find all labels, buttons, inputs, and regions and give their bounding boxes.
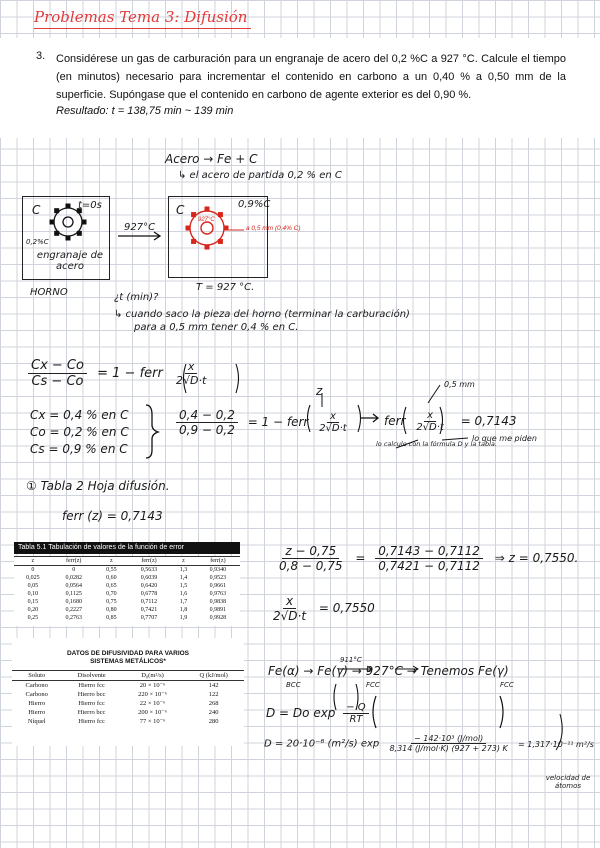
erf-cell: 0,80 xyxy=(106,607,117,613)
box2-inner-temp: 927°C xyxy=(198,217,215,223)
diff-cell: 220 × 10⁻⁶ xyxy=(138,691,167,698)
diff-cell: 268 xyxy=(208,700,219,707)
ferr-z-equation: ferr (z) = 0,7143 xyxy=(62,509,163,523)
erf-cell: 0,10 xyxy=(27,591,39,597)
sub-den: 0,9 − 0,2 xyxy=(179,423,235,437)
diff-cell: Carbono xyxy=(25,691,48,698)
erf-cell: 0,9928 xyxy=(209,615,227,621)
xsqrt-num: x xyxy=(283,594,296,609)
erf-cell: 0,6420 xyxy=(140,583,158,589)
main-lhs-den: Cs − Co xyxy=(31,374,84,389)
concentration-list xyxy=(30,407,129,458)
main-rhs: = 1 − ferr xyxy=(97,366,163,381)
erf-cell: 0,60 xyxy=(106,575,117,581)
d-calc-den: 8,314 (J/mol·K) (927 + 273) K xyxy=(389,744,508,753)
erf-cell: 0,2763 xyxy=(65,615,82,621)
diff-cell: 280 xyxy=(208,718,219,725)
erf-cell: 0 xyxy=(72,567,76,573)
main-sqrt: 2√D·t xyxy=(175,374,207,387)
diff-table-row xyxy=(12,699,244,708)
erf-table-row xyxy=(14,614,240,622)
d-calc-result: = 1,317·10⁻¹¹ m²/s xyxy=(517,739,594,749)
erf-cell: 0,55 xyxy=(106,567,117,573)
box2-percent-label: 0,9%C xyxy=(238,199,271,210)
erf-cell: 0,5633 xyxy=(140,567,158,573)
diff-cell: 200 × 10⁻⁶ xyxy=(138,709,167,716)
interp-lhs-den: 0,8 − 0,75 xyxy=(279,559,343,573)
erf-cell: 0,1680 xyxy=(65,599,82,605)
answer-line-1: ↳ cuando saco la pieza del horno (terminar la carburación) xyxy=(114,309,410,320)
erf-table-row xyxy=(14,590,240,598)
erf-table xyxy=(14,556,240,626)
problem-number: 3. xyxy=(36,50,46,62)
cx-value: Cx = 0,4 % en C xyxy=(30,408,129,422)
velocity-note: velocidad de átomos xyxy=(545,774,591,790)
box1-caption: engranaje de acero xyxy=(36,250,104,272)
fcc-label-1: FCC xyxy=(366,681,380,689)
erf-header-cell: ferr(z) xyxy=(52,557,96,566)
cs-value: Cs = 0,9 % en C xyxy=(30,442,128,456)
diff-header-cell: Disolvente xyxy=(61,671,121,681)
erf-cell: 1,6 xyxy=(179,591,188,597)
erf-cell: 0,05 xyxy=(27,583,39,589)
diff-cell: Hierro bcc xyxy=(77,691,106,698)
erf-cell: 0,75 xyxy=(106,599,117,605)
erf-cell: 1,4 xyxy=(179,575,188,581)
acero-composition-line: Acero → Fe + C xyxy=(165,152,258,166)
erf-cell: 1,9 xyxy=(179,615,188,621)
answer-line-2: para a 0,5 mm tener 0,4 % en C. xyxy=(134,322,299,333)
erf-cell: 0,2227 xyxy=(65,607,82,613)
box1-percent-label: 0,2%C xyxy=(26,238,49,246)
diff-cell: Hierro fcc xyxy=(78,718,105,725)
erf-cell: 0,9763 xyxy=(209,591,227,597)
main-equation xyxy=(28,358,209,389)
erf-table-row xyxy=(14,574,240,582)
diff-cell: Hierro fcc xyxy=(78,682,105,689)
main-x: x xyxy=(185,360,198,374)
d-formula-num: − Q xyxy=(343,702,368,714)
erf-cell: 0,0564 xyxy=(65,583,82,589)
erf-cell: 1,3 xyxy=(179,567,188,573)
box2-depth-note: a 0,5 mm (0,4% C) xyxy=(246,225,301,232)
interp-rhs-den: 0,7421 − 0,7112 xyxy=(378,559,480,573)
furnace-temperature-label: T = 927 °C. xyxy=(196,282,255,293)
erf-table-row xyxy=(14,598,240,606)
diff-cell: Carbono xyxy=(25,682,48,689)
d-formula-text: D = Do exp xyxy=(266,706,336,720)
erf-cell: 0,9340 xyxy=(209,567,227,573)
erf-header-cell: z xyxy=(14,557,52,566)
interp-lhs-num: z − 0,75 xyxy=(282,544,339,559)
erf-cell: 0,7112 xyxy=(140,599,158,605)
erf-cell: 0,6778 xyxy=(140,591,158,597)
diff-header-cell: Q (kJ/mol) xyxy=(183,671,244,681)
diff-cell: 22 × 10⁻⁶ xyxy=(139,700,166,707)
erf-table-title: Tabla 5.1 Tabulación de valores de la función de error xyxy=(14,542,240,554)
diff-cell: 122 xyxy=(208,691,219,698)
erf-cell: 0,7421 xyxy=(140,607,158,613)
reaction-temp: 911°C xyxy=(340,656,362,664)
diff-cell: Hierro xyxy=(28,709,46,716)
box1-time-label: t=0s xyxy=(78,200,102,211)
d-note-2: lo calculo con la fórmula D y la tabla. xyxy=(376,440,497,448)
diff-header-cell: D₀(m²/s) xyxy=(122,671,184,681)
bcc-label: BCC xyxy=(286,681,301,689)
erf-cell: 0,20 xyxy=(27,607,39,613)
erf-cell: 1,8 xyxy=(179,607,188,613)
ferr-label: ferr xyxy=(384,414,406,428)
diff-cell: Hierro fcc xyxy=(78,700,105,707)
page-title: Problemas Tema 3: Difusión xyxy=(34,8,248,26)
box1-carbon-label: C xyxy=(32,203,41,217)
xsqrt-den: 2√D·t xyxy=(273,609,307,623)
diff-table-row xyxy=(12,690,244,699)
erf-header-cell: ferr(z) xyxy=(127,557,171,566)
diff-cell: Níquel xyxy=(27,718,46,725)
z-label: z xyxy=(316,384,323,398)
diff-cell: Hierro bcc xyxy=(77,709,106,716)
erf-cell: 0,9661 xyxy=(209,583,227,589)
erf-cell: 0,6039 xyxy=(140,575,158,581)
diffusivity-title-2: SISTEMAS METÁLICOS* xyxy=(90,658,166,665)
erf-cell: 0 xyxy=(31,567,35,573)
erf-cell: 0,9523 xyxy=(209,575,227,581)
x-over-sqrt-equation xyxy=(270,594,375,623)
d-formula xyxy=(266,702,369,725)
erf-header-cell: z xyxy=(171,557,196,566)
erf-cell: 0,025 xyxy=(26,575,40,581)
diff-table-row xyxy=(12,708,244,717)
erf-cell: 0,1125 xyxy=(65,591,82,597)
erf-cell: 1,5 xyxy=(179,583,188,589)
erf-cell: 0,7707 xyxy=(140,615,158,621)
interpolation-equation: $\frac{z - 0,75}{0,8 - 0,75}$ = $\frac{0,7143 - 0,7112}{0,7421 - 0,7112}$ ⇒ z = 0,7550. xyxy=(276,544,578,573)
box2-carbon-label: C xyxy=(176,203,185,217)
sub-rhs: = 1 − ferr xyxy=(247,415,309,429)
diff-table-row xyxy=(12,681,244,691)
temperature-arrow-label: 927°C xyxy=(124,222,156,233)
diff-cell: 77 × 10⁻⁶ xyxy=(139,718,166,725)
d-calculation xyxy=(264,734,594,753)
erf-table-row xyxy=(14,582,240,590)
erf-table-row xyxy=(14,566,240,575)
diff-cell: Hierro xyxy=(28,700,46,707)
mm-note: 0,5 mm xyxy=(444,380,475,389)
diff-header-cell: Soluto xyxy=(12,671,61,681)
ferr-equation: ferr $\frac{x}{2√D\cdot t}$ = 0,7143 xyxy=(384,410,517,433)
diffusivity-table xyxy=(12,638,244,746)
erf-cell: 0,25 xyxy=(27,615,39,621)
fcc-label-2: FCC xyxy=(500,681,514,689)
ferr-result: = 0,7143 xyxy=(460,414,517,428)
d-formula-den: RT xyxy=(349,714,363,725)
problem-result: Resultado: t = 138,75 min ~ 139 min xyxy=(56,105,234,117)
diff-cell: 20 × 10⁻⁶ xyxy=(139,682,166,689)
erf-cell: 0,85 xyxy=(106,615,117,621)
diffusivity-title-1: DATOS DE DIFUSIVIDAD PARA VARIOS xyxy=(66,650,190,657)
diff-cell: 240 xyxy=(208,709,219,716)
erf-header-cell: ferr(z) xyxy=(196,557,240,566)
substituted-equation: $\frac{0,4 - 0,2}{0,9 - 0,2}$ = 1 − ferr $\frac{x}{2√D\cdot t}$ xyxy=(176,408,350,437)
co-value: Co = 0,2 % en C xyxy=(30,425,129,439)
d-calc-num: − 142·10³ (J/mol) xyxy=(411,734,486,744)
tabla-note: ① Tabla 2 Hoja difusión. xyxy=(26,479,170,493)
horno-label: HORNO xyxy=(30,287,68,298)
question-time: ¿t (min)? xyxy=(114,292,159,303)
erf-cell: 0,0282 xyxy=(65,575,82,581)
problem-text: Considérese un gas de carburación para un engranaje de acero del 0,2 %C a 927 °C. Calcule el tiempo (en minutos) necesario para incrementar el contenido en carbono a un 0,40 % a 0,50 mm de la superficie. Supóngase que el contenido en carbono de agente exterior es del 0,90 %. xyxy=(56,53,566,101)
diff-table-row xyxy=(12,717,244,726)
erf-cell: 1,7 xyxy=(179,599,188,605)
erf-cell: 0,15 xyxy=(27,599,39,605)
interp-rhs-num: 0,7143 − 0,7112 xyxy=(375,544,483,559)
acero-note: ↳ el acero de partida 0,2 % en C xyxy=(178,170,342,181)
sub-num: 0,4 − 0,2 xyxy=(176,408,238,423)
main-lhs-num: Cx − Co xyxy=(28,358,87,374)
d-note: lo que me piden xyxy=(472,434,537,443)
erf-header-cell: z xyxy=(96,557,127,566)
interp-result: ⇒ z = 0,7550. xyxy=(494,551,579,565)
fe-reaction: Fe(α) → Fe(γ) → 927°C → Tenemos Fe(γ) xyxy=(268,664,509,678)
erf-cell: 0,65 xyxy=(106,583,117,589)
erf-cell: 0,9891 xyxy=(209,607,227,613)
d-calc-start: D = 20·10⁻⁶ (m²/s) exp xyxy=(264,738,380,750)
erf-table-row xyxy=(14,606,240,614)
erf-cell: 0,9838 xyxy=(209,599,227,605)
erf-cell: 0,70 xyxy=(106,591,117,597)
xsqrt-value: = 0,7550 xyxy=(318,601,375,615)
diff-cell: 142 xyxy=(208,682,219,689)
